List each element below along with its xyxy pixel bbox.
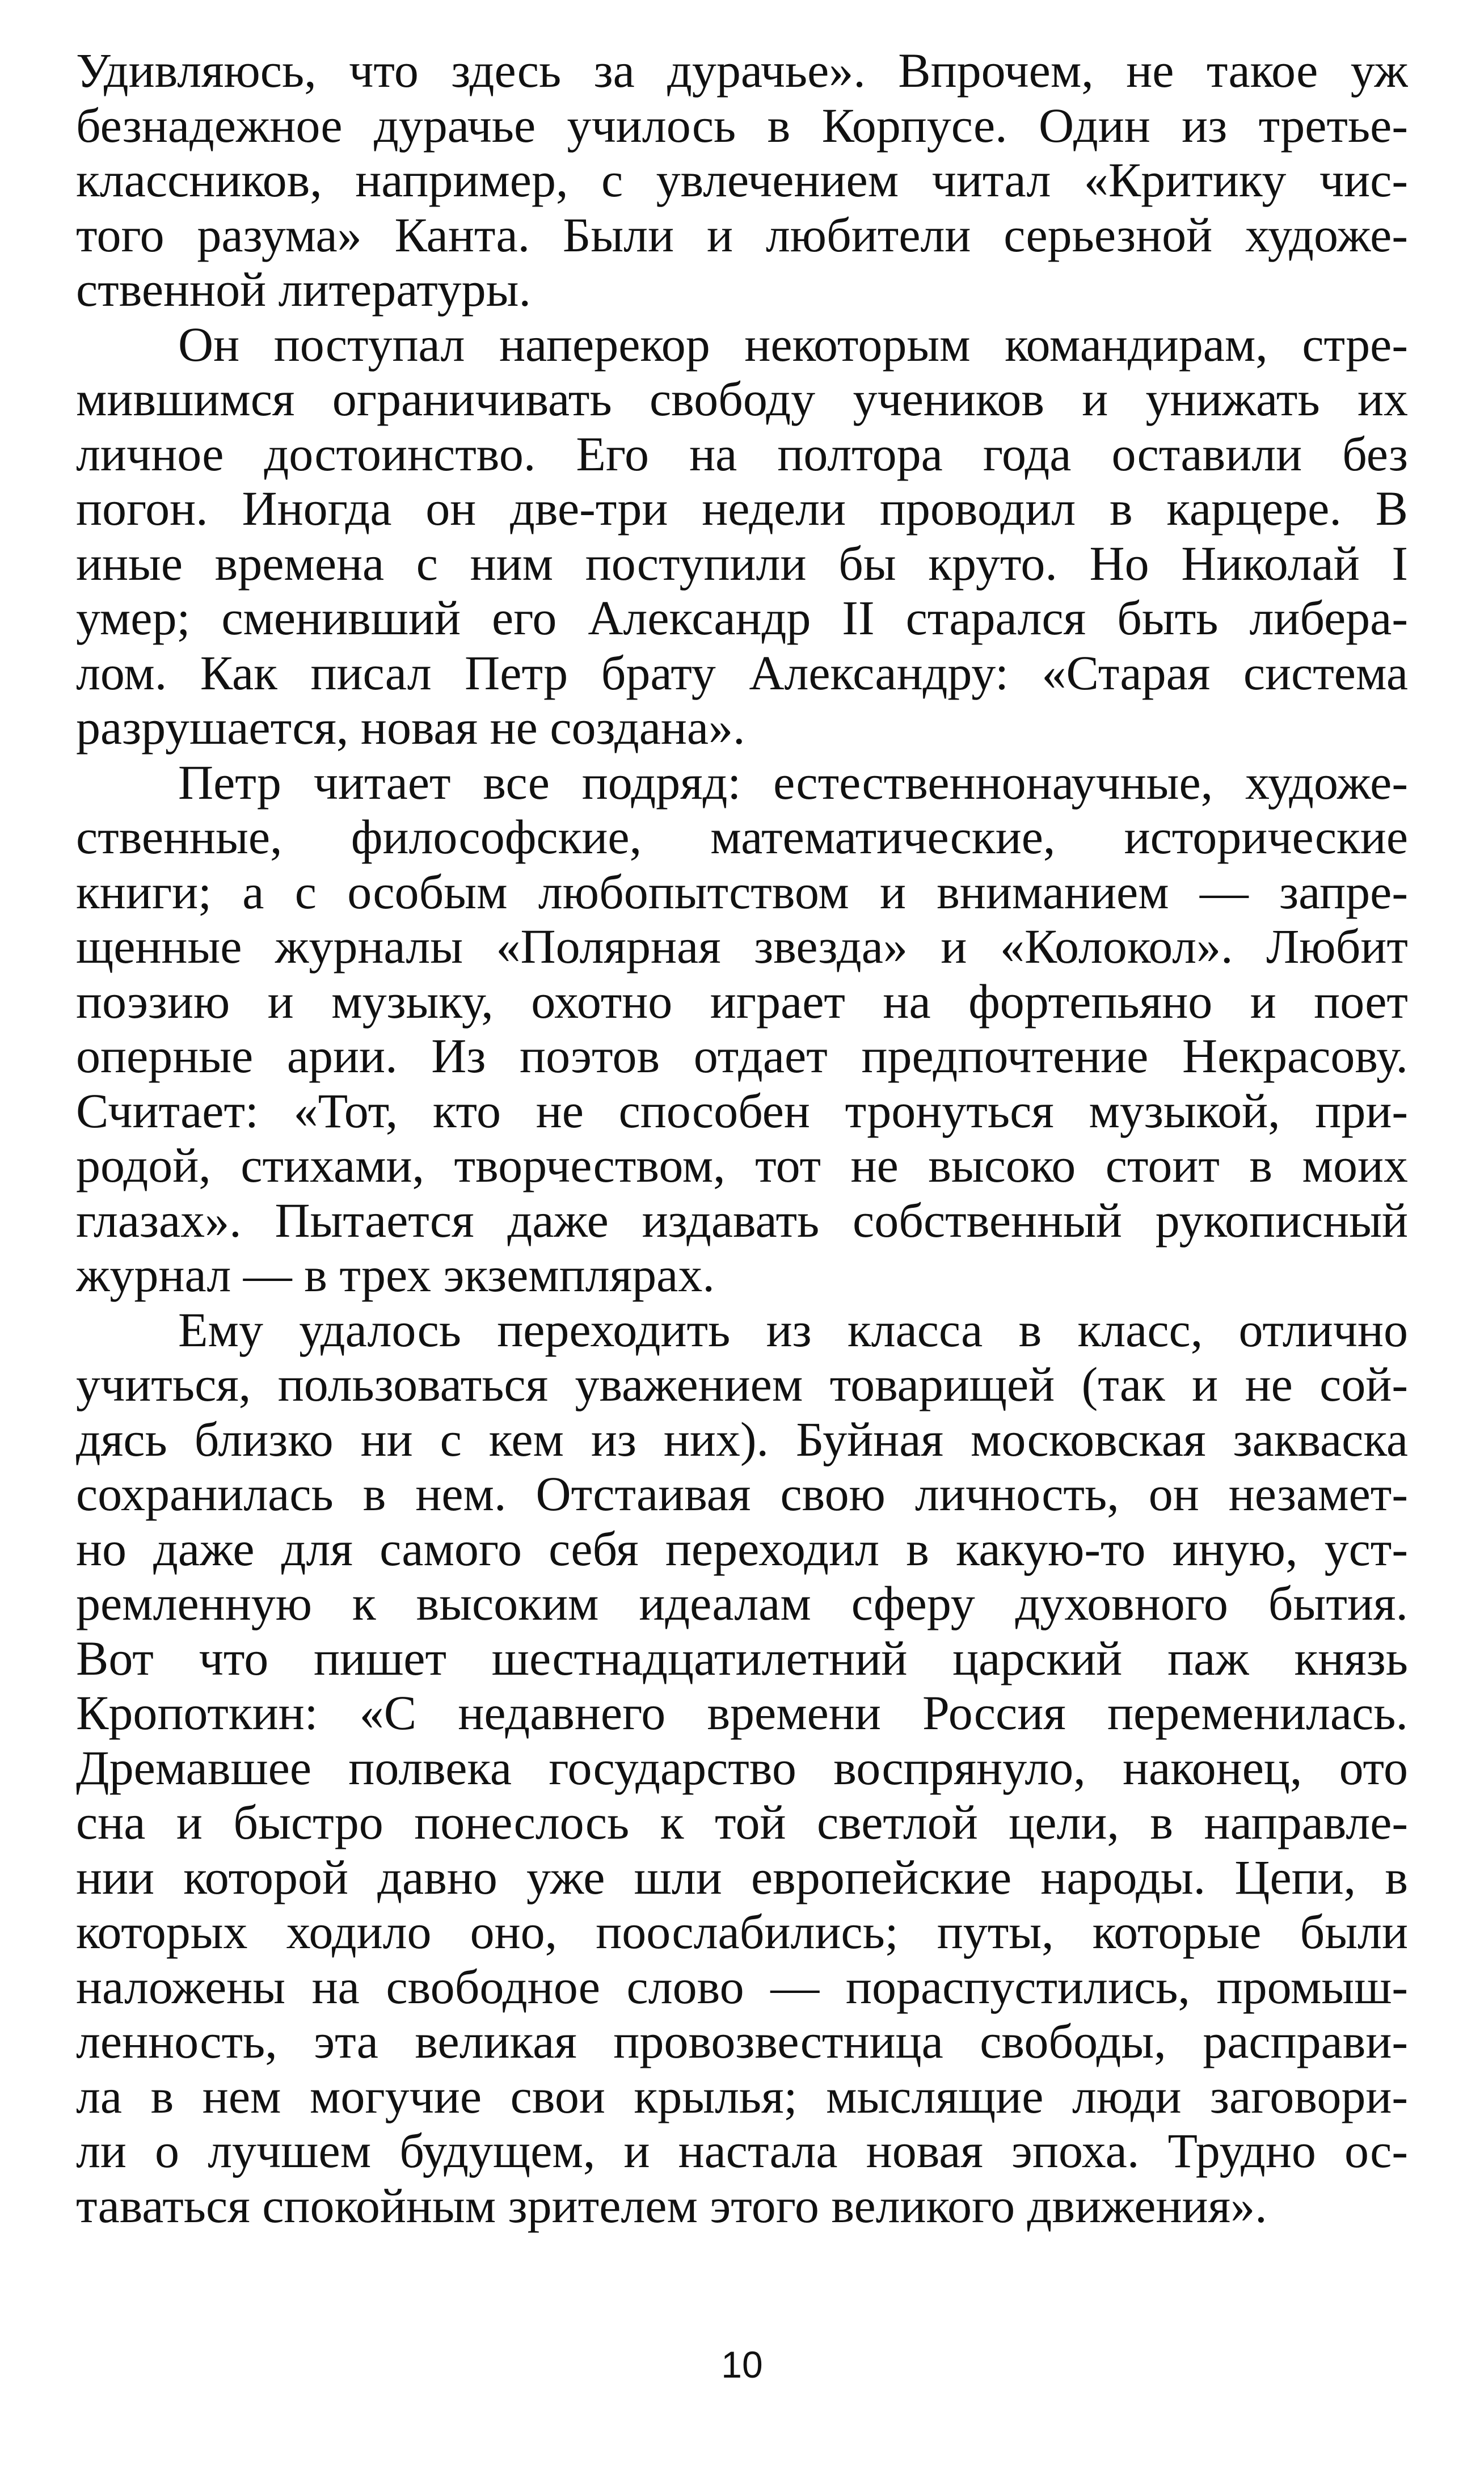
text-line: глазах». Пытается даже издавать собственный рукописный [76,1192,1408,1248]
text-line: дясь близко ни с кем из них). Буйная московская закваска [76,1411,1408,1466]
text-line: поэзию и музыку, охотно играет на фортепьяно и поет [76,974,1408,1029]
text-line: ленность, эта великая провозвестница свободы, расправи- [76,2014,1408,2068]
text-line: оперные арии. Из поэтов отдает предпочтение Некрасову. [76,1029,1408,1083]
text-line: ремленную к высоким идеалам сферу духовного бытия. [76,1576,1408,1630]
text-line: ственной литературы. [76,262,531,317]
text-line: Удивляюсь, что здесь за дурачье». Впрочем, не такое уж [76,43,1408,98]
page-number: 10 [721,2344,763,2386]
text-line: сохранилась в нем. Отстаивая свою личность, он незамет- [76,1466,1408,1521]
paragraph-first-line: Ему удалось переходить из класса в класс, отлично [178,1302,1408,1357]
text-line: ли о лучшем будущем, и настала новая эпоха. Трудно ос- [76,2123,1408,2178]
text-line: ственные, философские, математические, исторические [76,810,1408,864]
text-line: Кропоткин: «С недавнего времени Россия переменилась. [76,1685,1408,1740]
paragraph-first-line: Петр читает все подряд: естественнонаучные, художе- [178,755,1408,810]
text-line: классников, например, с увлечением читал «Критику чис- [76,153,1408,207]
text-line: иные времена с ним поступили бы круто. Но Николай I [76,536,1408,591]
text-line: мившимся ограничивать свободу учеников и унижать их [76,372,1408,426]
paragraph-first-line: Он поступал наперекор некоторым командирам, стре- [178,317,1408,372]
body-text [76,43,1408,2233]
text-line: разрушается, новая не создана». [76,700,745,755]
text-line: сна и быстро понеслось к той светлой цели, в направле- [76,1795,1408,1849]
text-line: Считает: «Тот, кто не способен тронуться музыкой, при- [76,1083,1408,1138]
text-line: которых ходило оно, поослабились; путы, которые были [76,1904,1408,1959]
text-line: журнал — в трех экземплярах. [76,1248,715,1302]
text-line: безнадежное дурачье училось в Корпусе. Один из третье- [76,98,1408,153]
text-line: погон. Иногда он две-три недели проводил в карцере. В [76,481,1408,536]
text-line: Дремавшее полвека государство воспрянуло, наконец, ото [76,1740,1408,1795]
text-line: таваться спокойным зрителем этого великого движения». [76,2178,1267,2233]
text-line: родой, стихами, творчеством, тот не высоко стоит в моих [76,1138,1408,1192]
text-line: умер; сменивший его Александр II старался быть либера- [76,591,1408,645]
text-line: учиться, пользоваться уважением товарищей (так и не сой- [76,1357,1408,1411]
text-line: но даже для самого себя переходил в какую-то иную, уст- [76,1521,1408,1576]
text-line: ла в нем могучие свои крылья; мыслящие люди заговори- [76,2068,1408,2123]
text-line: книги; а с особым любопытством и вниманием — запре- [76,864,1408,919]
text-line: щенные журналы «Полярная звезда» и «Колокол». Любит [76,919,1408,974]
text-line: наложены на свободное слово — пораспустились, промыш- [76,1959,1408,2014]
text-line: Вот что пишет шестнадцатилетний царский паж князь [76,1630,1408,1685]
text-line: нии которой давно уже шли европейские народы. Цепи, в [76,1849,1408,1904]
text-line: лом. Как писал Петр брату Александру: «Старая система [76,645,1408,700]
text-line: того разума» Канта. Были и любители серьезной художе- [76,207,1408,262]
text-line: личное достоинство. Его на полтора года оставили без [76,426,1408,481]
